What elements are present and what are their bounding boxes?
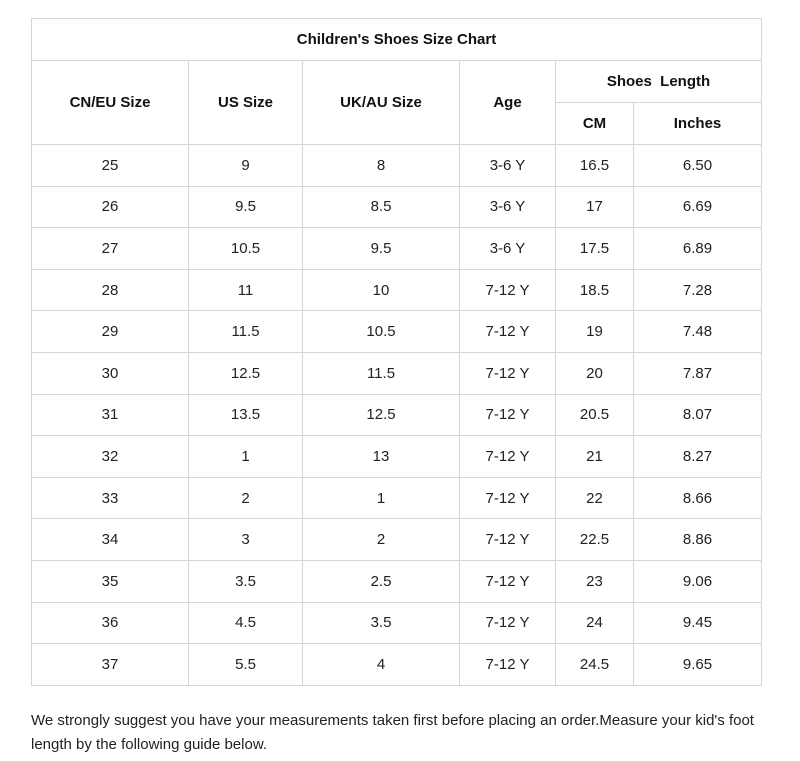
header-age: Age	[460, 61, 556, 145]
us-size-cell: 11	[189, 269, 303, 311]
inches-cell: 8.27	[634, 436, 762, 478]
table-row	[32, 145, 762, 187]
cn-eu-size-cell: 32	[32, 436, 189, 478]
us-size-cell: 10.5	[189, 228, 303, 270]
table-row	[32, 602, 762, 644]
us-size-cell: 5.5	[189, 644, 303, 686]
uk-au-size-cell: 10.5	[303, 311, 460, 353]
table-row	[32, 186, 762, 228]
cm-cell: 20.5	[556, 394, 634, 436]
uk-au-size-cell: 4	[303, 644, 460, 686]
uk-au-size-cell: 13	[303, 436, 460, 478]
cn-eu-size-cell: 36	[32, 602, 189, 644]
inches-cell: 9.65	[634, 644, 762, 686]
uk-au-size-cell: 1	[303, 477, 460, 519]
cm-cell: 21	[556, 436, 634, 478]
us-size-cell: 3.5	[189, 560, 303, 602]
cm-cell: 17	[556, 186, 634, 228]
age-cell: 7-12 Y	[460, 602, 556, 644]
cm-cell: 23	[556, 560, 634, 602]
us-size-cell: 12.5	[189, 352, 303, 394]
table-title: Children's Shoes Size Chart	[32, 19, 762, 61]
header-inches: Inches	[634, 103, 762, 145]
table-row	[32, 477, 762, 519]
table-row	[32, 269, 762, 311]
cn-eu-size-cell: 35	[32, 560, 189, 602]
header-cn-eu-size: CN/EU Size	[32, 61, 189, 145]
table-row	[32, 560, 762, 602]
uk-au-size-cell: 8.5	[303, 186, 460, 228]
uk-au-size-cell: 2	[303, 519, 460, 561]
age-cell: 7-12 Y	[460, 394, 556, 436]
uk-au-size-cell: 10	[303, 269, 460, 311]
age-cell: 7-12 Y	[460, 352, 556, 394]
cn-eu-size-cell: 34	[32, 519, 189, 561]
title-row	[32, 19, 762, 61]
cn-eu-size-cell: 28	[32, 269, 189, 311]
cm-cell: 22	[556, 477, 634, 519]
table-row	[32, 644, 762, 686]
uk-au-size-cell: 3.5	[303, 602, 460, 644]
table-row	[32, 519, 762, 561]
uk-au-size-cell: 9.5	[303, 228, 460, 270]
inches-cell: 8.66	[634, 477, 762, 519]
us-size-cell: 4.5	[189, 602, 303, 644]
cm-cell: 22.5	[556, 519, 634, 561]
cn-eu-size-cell: 29	[32, 311, 189, 353]
inches-cell: 6.50	[634, 145, 762, 187]
inches-cell: 8.86	[634, 519, 762, 561]
table-row	[32, 311, 762, 353]
inches-cell: 6.69	[634, 186, 762, 228]
inches-cell: 9.45	[634, 602, 762, 644]
inches-cell: 6.89	[634, 228, 762, 270]
size-chart-table	[31, 18, 762, 686]
inches-cell: 9.06	[634, 560, 762, 602]
cn-eu-size-cell: 33	[32, 477, 189, 519]
cn-eu-size-cell: 25	[32, 145, 189, 187]
table-row	[32, 352, 762, 394]
us-size-cell: 13.5	[189, 394, 303, 436]
age-cell: 3-6 Y	[460, 186, 556, 228]
cn-eu-size-cell: 30	[32, 352, 189, 394]
cm-cell: 17.5	[556, 228, 634, 270]
inches-cell: 8.07	[634, 394, 762, 436]
us-size-cell: 2	[189, 477, 303, 519]
cn-eu-size-cell: 27	[32, 228, 189, 270]
uk-au-size-cell: 12.5	[303, 394, 460, 436]
header-row	[32, 61, 762, 103]
inches-cell: 7.48	[634, 311, 762, 353]
uk-au-size-cell: 11.5	[303, 352, 460, 394]
table-row	[32, 394, 762, 436]
cn-eu-size-cell: 31	[32, 394, 189, 436]
uk-au-size-cell: 8	[303, 145, 460, 187]
table-row	[32, 436, 762, 478]
table-row	[32, 228, 762, 270]
age-cell: 7-12 Y	[460, 269, 556, 311]
us-size-cell: 9	[189, 145, 303, 187]
header-uk-au-size: UK/AU Size	[303, 61, 460, 145]
cm-cell: 18.5	[556, 269, 634, 311]
age-cell: 7-12 Y	[460, 311, 556, 353]
us-size-cell: 9.5	[189, 186, 303, 228]
age-cell: 3-6 Y	[460, 145, 556, 187]
cm-cell: 20	[556, 352, 634, 394]
cn-eu-size-cell: 26	[32, 186, 189, 228]
age-cell: 7-12 Y	[460, 560, 556, 602]
header-shoes-length: Shoes Length	[556, 61, 762, 103]
age-cell: 7-12 Y	[460, 519, 556, 561]
age-cell: 3-6 Y	[460, 228, 556, 270]
age-cell: 7-12 Y	[460, 477, 556, 519]
uk-au-size-cell: 2.5	[303, 560, 460, 602]
measurement-note: We strongly suggest you have your measurements taken first before placing an order.Measure your kid's foot length by the following guide below.	[31, 712, 754, 753]
cm-cell: 19	[556, 311, 634, 353]
cm-cell: 24.5	[556, 644, 634, 686]
cm-cell: 24	[556, 602, 634, 644]
cn-eu-size-cell: 37	[32, 644, 189, 686]
inches-cell: 7.28	[634, 269, 762, 311]
inches-cell: 7.87	[634, 352, 762, 394]
us-size-cell: 3	[189, 519, 303, 561]
header-us-size: US Size	[189, 61, 303, 145]
us-size-cell: 11.5	[189, 311, 303, 353]
age-cell: 7-12 Y	[460, 644, 556, 686]
cm-cell: 16.5	[556, 145, 634, 187]
us-size-cell: 1	[189, 436, 303, 478]
age-cell: 7-12 Y	[460, 436, 556, 478]
header-cm: CM	[556, 103, 634, 145]
